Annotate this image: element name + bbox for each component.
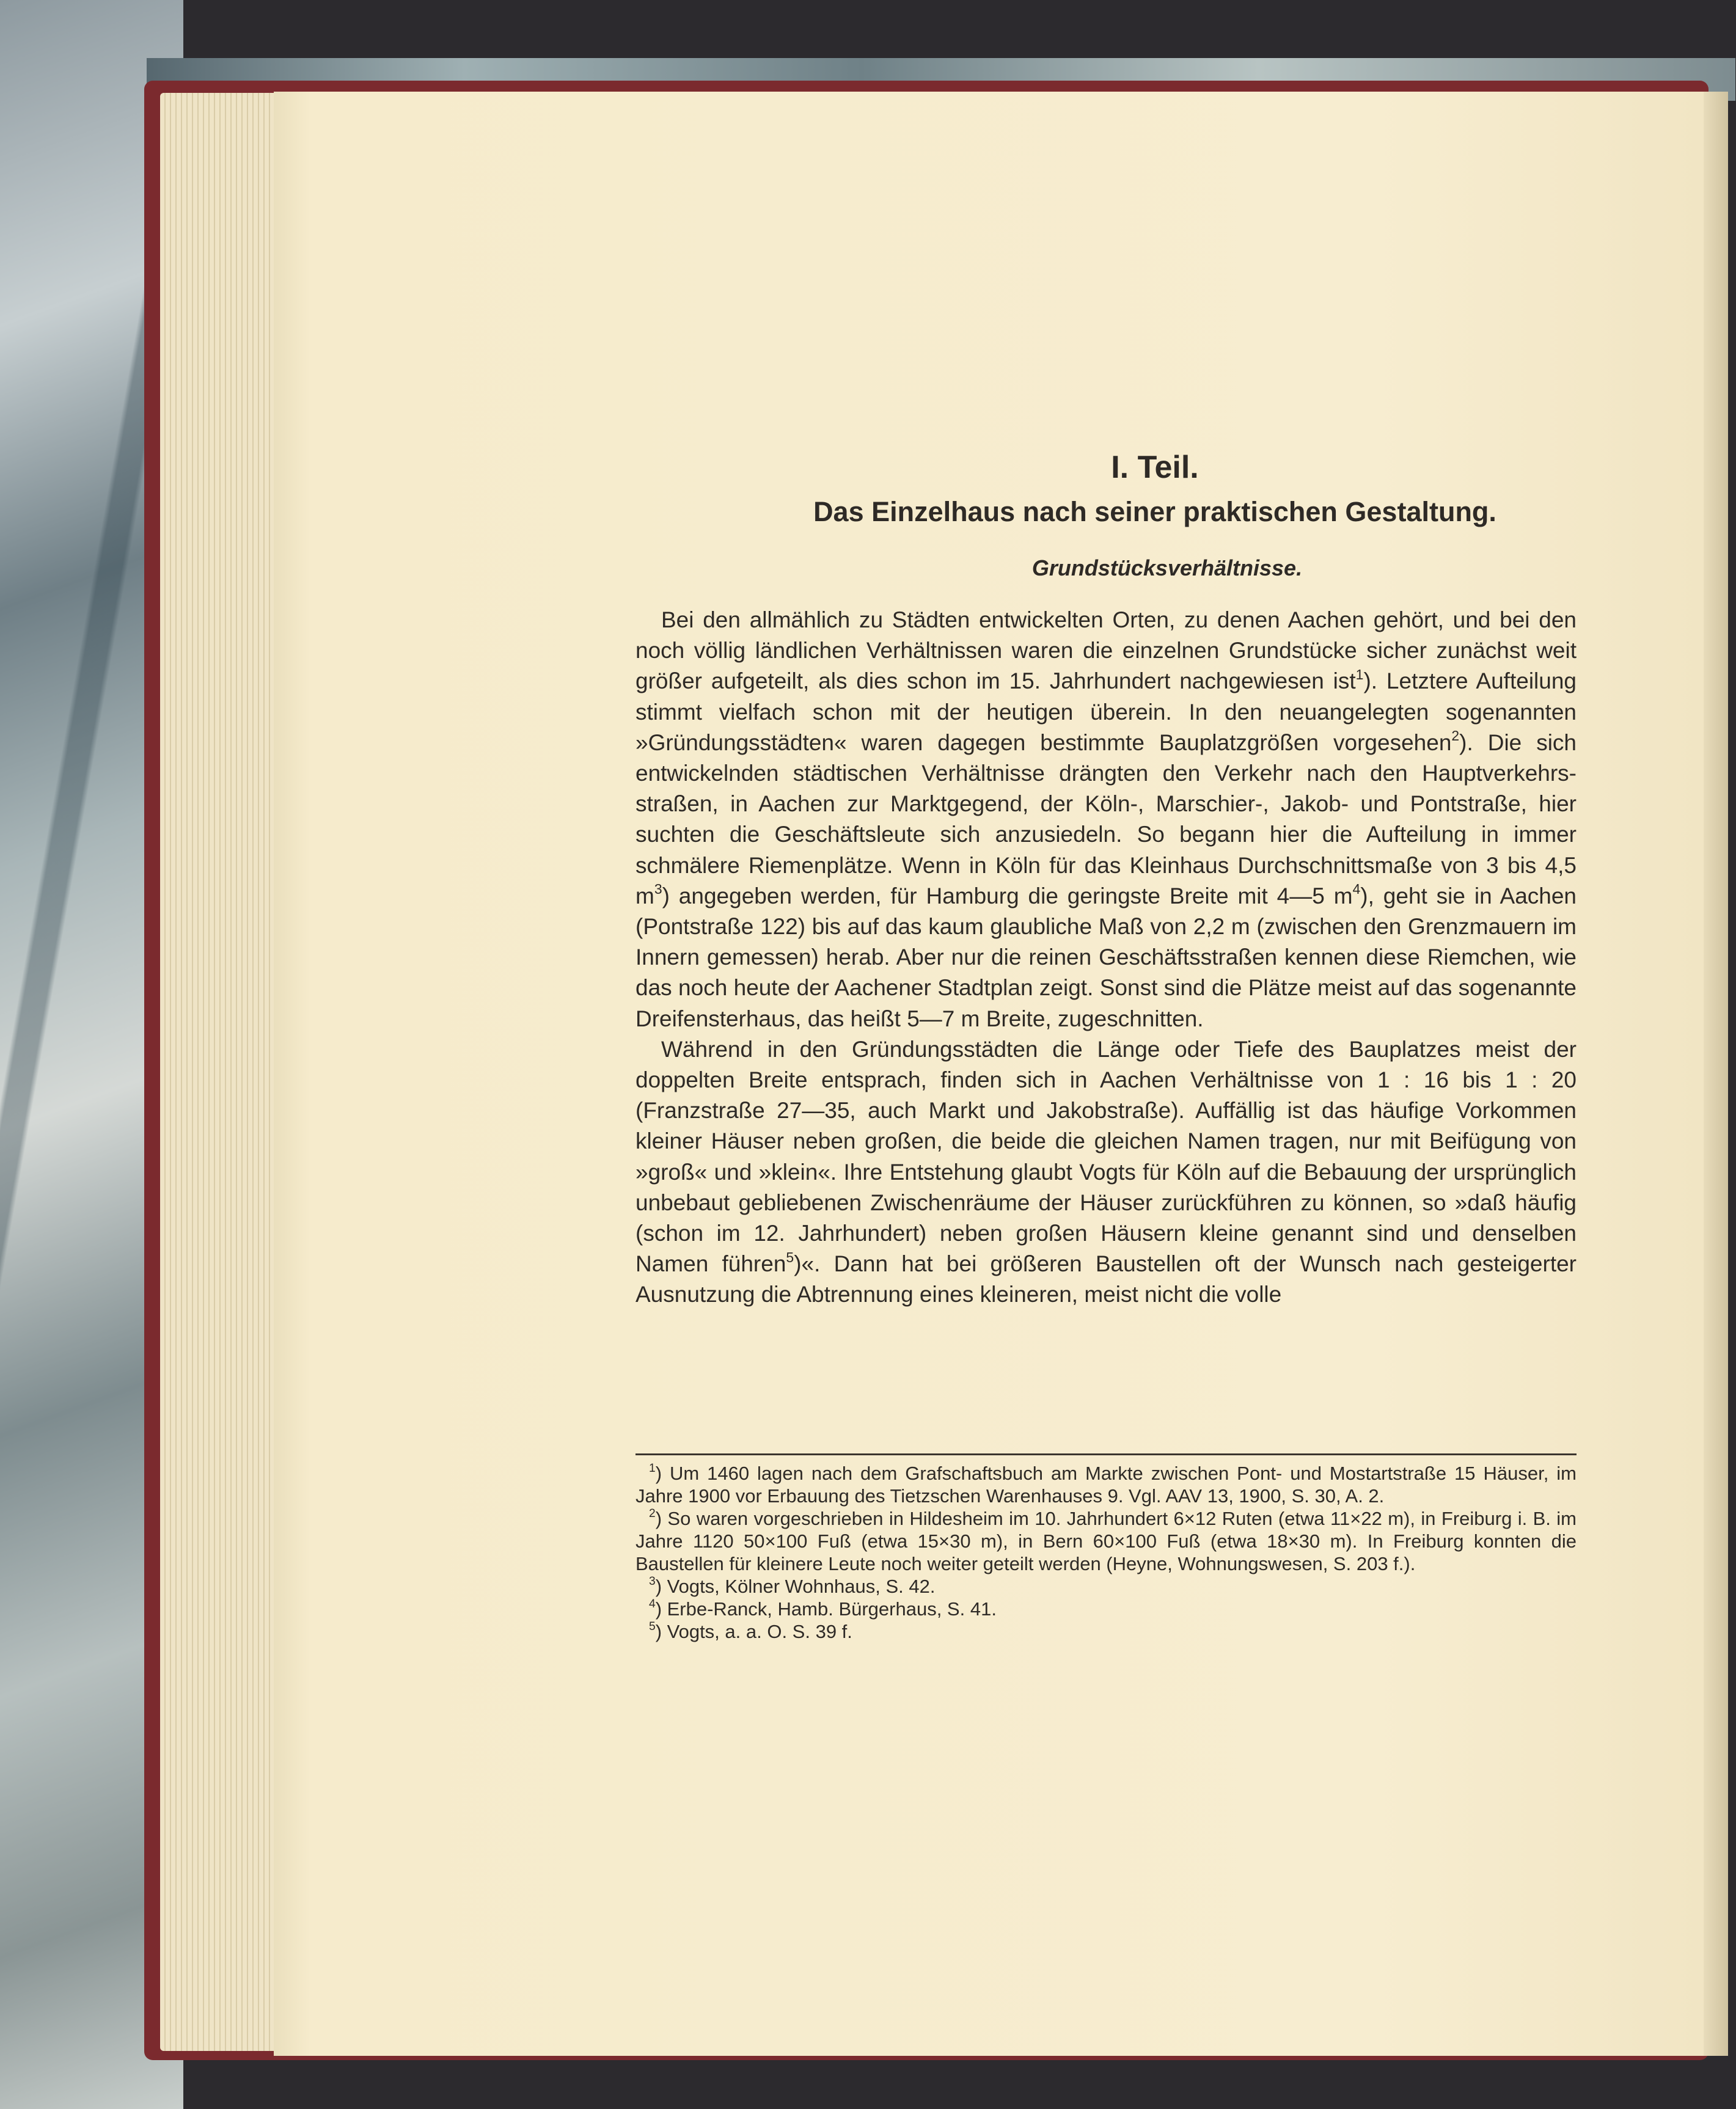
footnotes	[635, 1462, 1577, 1643]
footnote-text: ) Erbe-Ranck, Hamb. Bürgerhaus, S. 41.	[655, 1598, 997, 1620]
section-title: Grundstücksverhältnisse.	[1031, 555, 1303, 580]
text-run: Bei den allmählich zu Städten entwickelten Orten, zu denen Aachen gehört, und bei den noch völlig ländlichen Verhältnissen waren die einzelnen Grundstücke sicher zunächst weit größer aufgeteilt, als dies schon im 15. Jahrhundert nachgewiesen ist	[635, 607, 1577, 694]
footnote-marker: 3	[654, 881, 662, 897]
page-right-edge	[1704, 92, 1728, 2056]
footnote	[635, 1462, 1577, 1507]
text-run: Während in den Gründungsstädten die Länge oder Tiefe des Bauplatzes meist der doppelten Breite entsprach, finden sich in Aachen Verhältnisse von 1 : 16 bis 1 : 20 (Franzstraße 27—35, auch Markt und Jakobstraße). Auffällig ist das häufige Vorkommen kleiner Häuser neben großen, die beide die gleichen Namen tragen, nur mit Beifügung von »groß« und »klein«. Ihre Entstehung glaubt Vogts für Köln auf die Bebauung der ursprünglich unbebaut gebliebenen Zwischenräume der Häuser zurückführen zu können, so »daß häufig (schon im 12. Jahrhundert) neben großen Häusern kleine genannt sind und denselben Namen führen	[635, 1036, 1577, 1277]
text-run: ). Letztere Aufteilung stimmt vielfach schon mit der heutigen überein. In den neuangelegten sogenannten »Gründungsstädten« waren dagegen bestimmte Bauplatzgrößen vorgesehen	[635, 668, 1577, 755]
footnote	[635, 1507, 1577, 1575]
footnote	[635, 1575, 1577, 1598]
footnote-text: ) So waren vorgeschrieben in Hildesheim im 10. Jahrhundert 6×12 Ruten (etwa 11×22 m), in Freiburg i. B. im Jahre 1120 50×100 Fuß (etwa 15×30 m), in Bern 60×100 Fuß (etwa 18×30 m). In Freiburg konnten die Baustellen für kleinere Leute noch weiter geteilt werden (Heyne, Wohnungswesen, S. 203 f.).	[635, 1508, 1577, 1574]
footnote	[635, 1598, 1577, 1620]
text-run: ) angegeben werden, für Hamburg die geringste Breite mit 4—5 m	[662, 883, 1353, 908]
body-text	[635, 605, 1577, 1310]
footnote-marker: 2	[1451, 728, 1460, 744]
footnote-number: 3	[649, 1574, 656, 1588]
body-paragraph	[635, 1034, 1577, 1310]
text-run: ), geht sie in Aachen (Pontstraße 122) bis auf das kaum glaubliche Maß von 2,2 m (zwischen den Grenzmauern im Innern gemessen) herab. Aber nur die reinen Geschäftsstraßen kennen diese Riemchen, wie das noch heute der Aachener Stadtplan zeigt. Sonst sind die Plätze meist auf das sogenannte Dreifensterhaus, das heißt 5—7 m Breite, zugeschnitten.	[635, 883, 1577, 1031]
footnote-text: ) Vogts, a. a. O. S. 39 f.	[655, 1621, 852, 1642]
footnote	[635, 1620, 1577, 1643]
footnote-number: 2	[649, 1507, 656, 1520]
footnote-marker: 5	[786, 1249, 794, 1265]
footnote-marker: 1	[1355, 666, 1364, 682]
body-paragraph	[635, 605, 1577, 1034]
footnote-rule	[635, 1453, 1577, 1455]
text-run: ). Die sich entwickelnden städtischen Verhältnisse drängten den Verkehr nach den Hauptverkehrsstraßen, in Aachen zur Marktgegend, der Köln-, Marschier-, Jakob- und Pontstraße, hier suchten die Geschäftsleute sich anzusiedeln. So begann hier die Aufteilung in immer schmälere Riemenplätze. Wenn in Köln für das Kleinhaus Durchschnittsmaße von 3 bis 4,5 m	[635, 729, 1577, 908]
footnote-marker: 4	[1352, 881, 1361, 897]
footnote-number: 5	[649, 1620, 656, 1633]
footnote-text: ) Vogts, Kölner Wohnhaus, S. 42.	[655, 1576, 936, 1597]
footnote-number: 4	[649, 1597, 656, 1610]
footnote-number: 1	[649, 1461, 656, 1475]
text-run: )«. Dann hat bei größeren Baustellen oft der Wunsch nach gesteigerter Ausnutzung die Abtrennung eines kleineren, meist nicht die volle	[635, 1251, 1577, 1307]
chapter-title: Das Einzelhaus nach seiner praktischen Gestaltung.	[813, 496, 1496, 527]
footnote-text: ) Um 1460 lagen nach dem Grafschaftsbuch am Markte zwischen Pont- und Mostartstraße 15 Häuser, im Jahre 1900 vor Erbauung des Tietzschen Warenhauses 9. Vgl. AAV 13, 1900, S. 30, A. 2.	[635, 1463, 1577, 1507]
part-title: I. Teil.	[1111, 450, 1199, 485]
